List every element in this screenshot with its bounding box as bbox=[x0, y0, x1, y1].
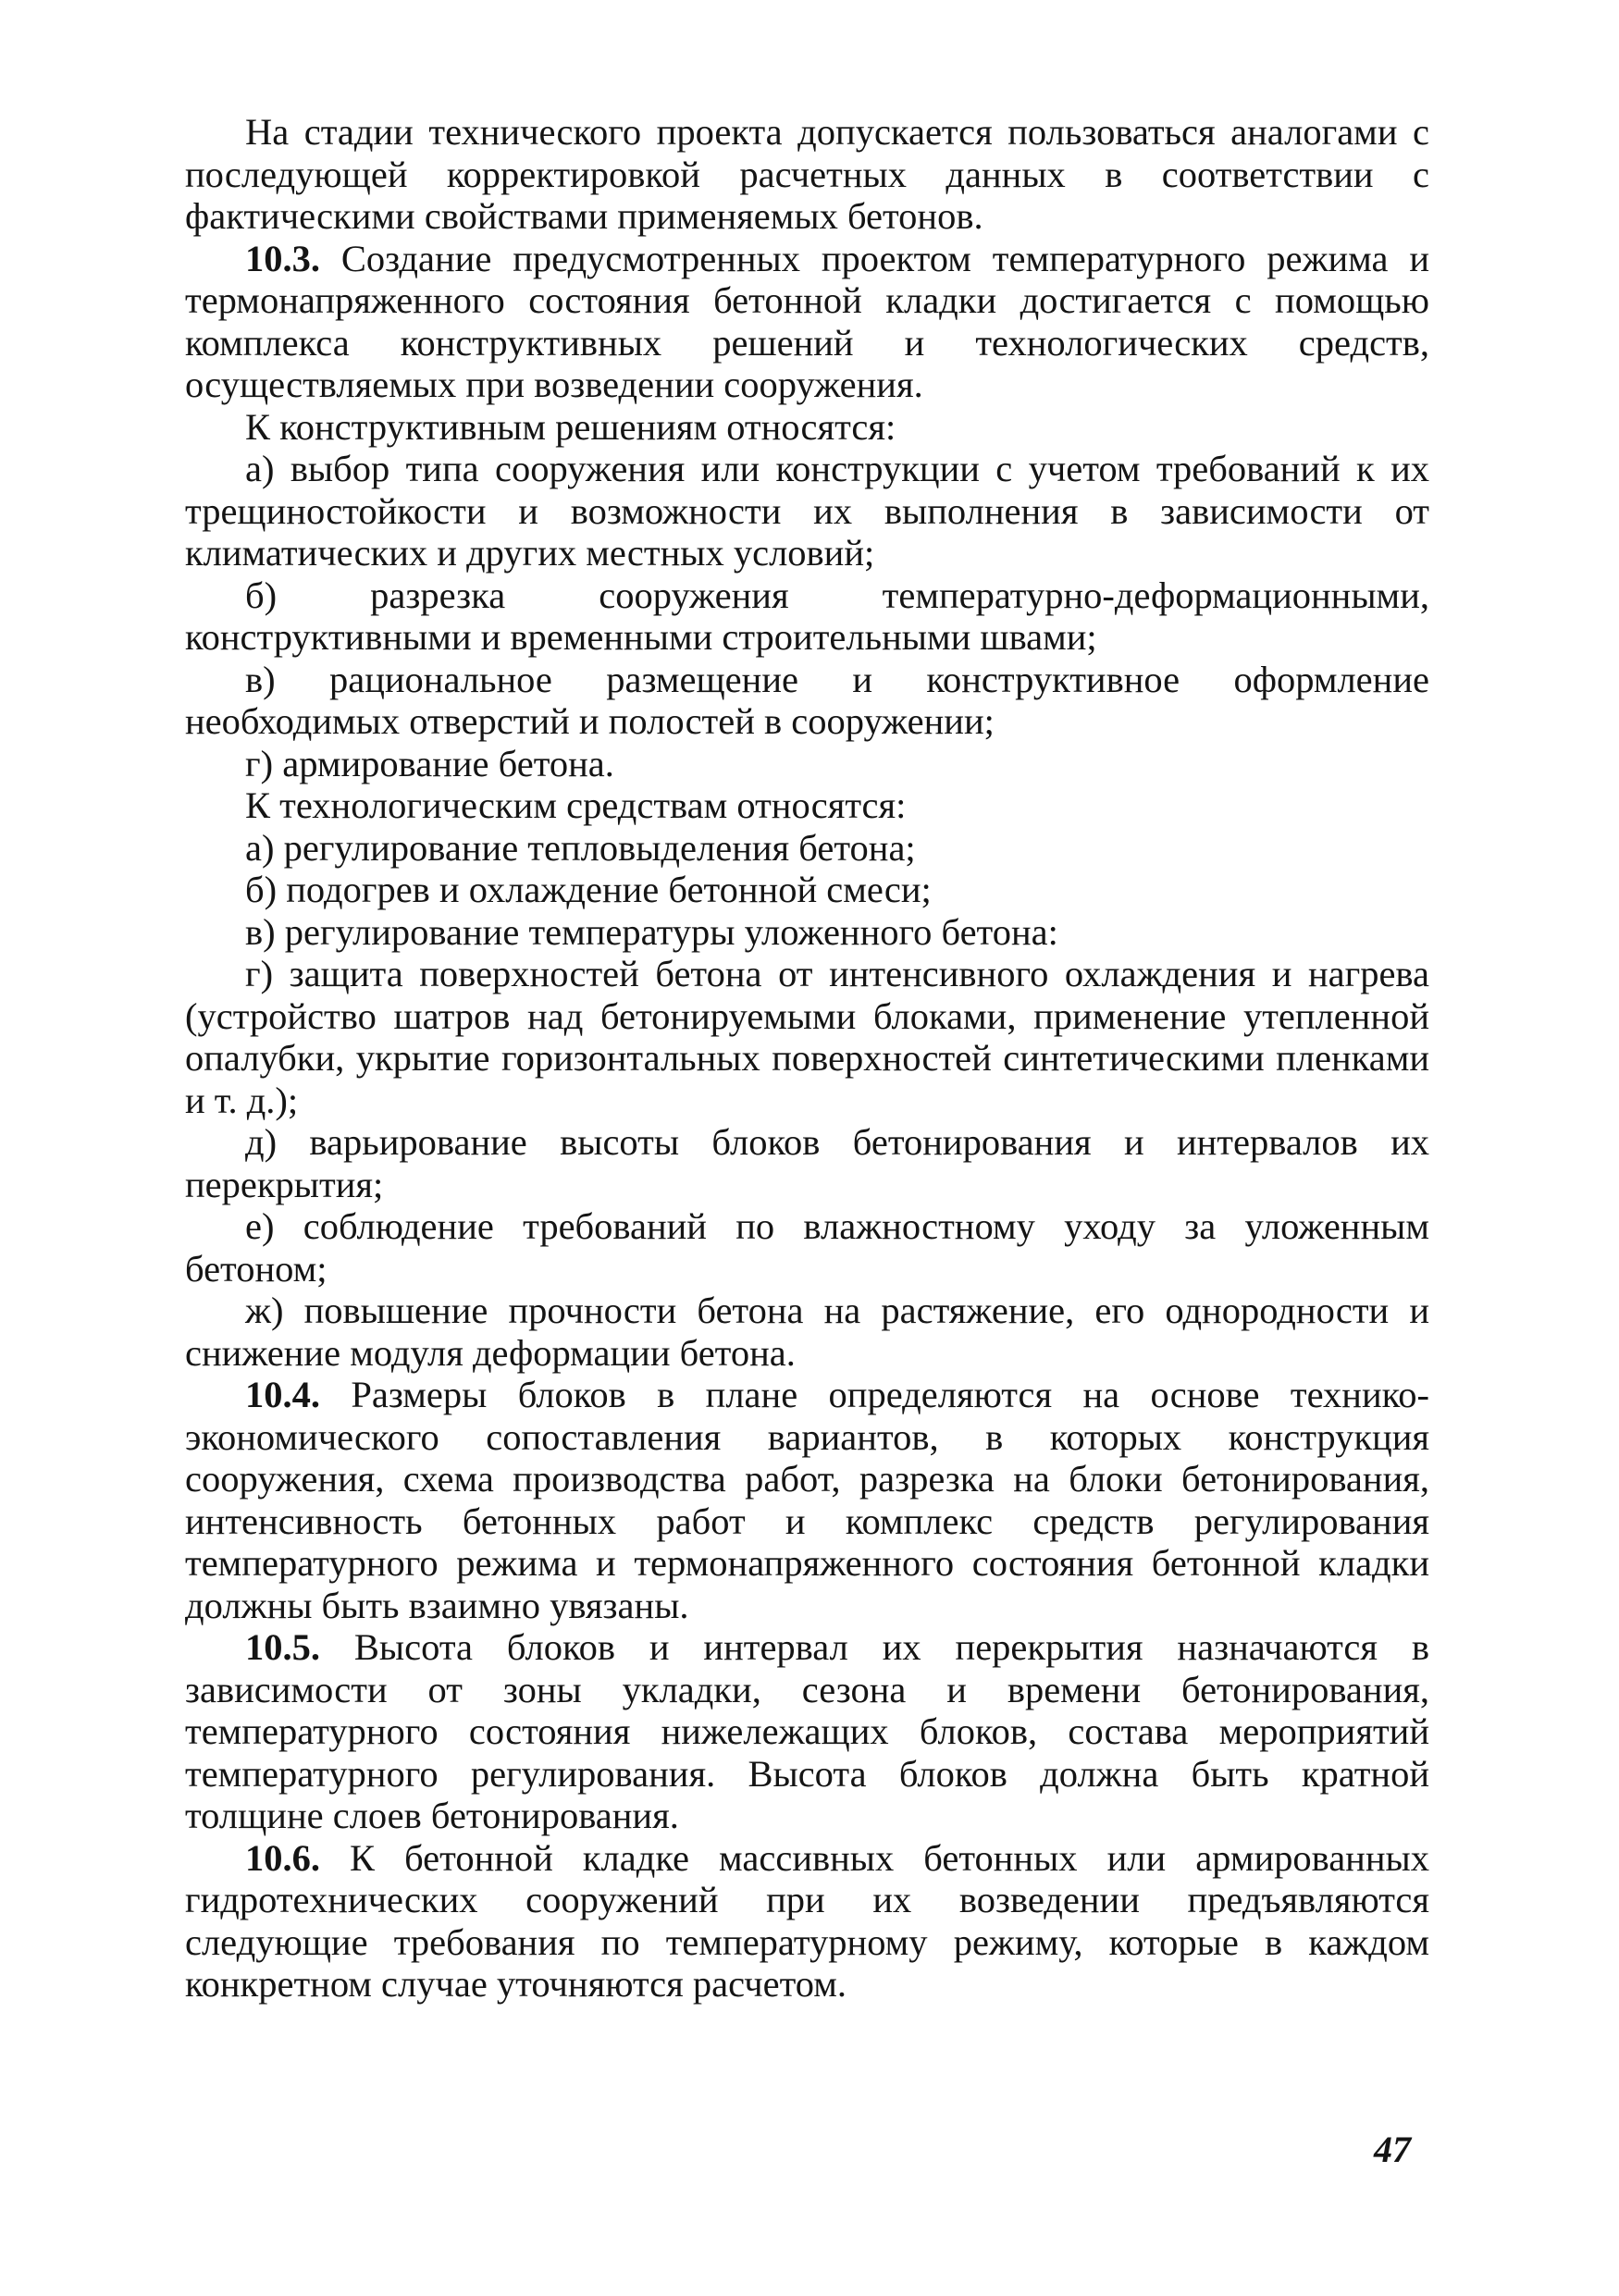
clause-number: 10.3. bbox=[245, 237, 320, 279]
list-item-tech-g: г) защита поверхностей бетона от интенсивного охлаждения и нагрева (устройство шатров над бетонируемыми блоками, применение утепленной опалубки, укрытие горизонтальных поверхностей синтетическими пленками и т. д.); bbox=[185, 953, 1429, 1121]
paragraph-10-5: 10.5. Высота блоков и интервал их перекрытия назначаются в зависимости от зоны укладки, сезона и времени бетонирования, температурного состояния нижележащих блоков, состава мероприятий температурного регулирования. Высота блоков должна быть кратной толщине слоев бетонирования. bbox=[185, 1626, 1429, 1836]
paragraph-structural-heading: К конструктивным решениям относятся: bbox=[245, 405, 896, 448]
paragraph-intro: На стадии технического проекта допускается пользоваться аналогами с последующей корректировкой расчетных данных в соответствии с фактическими свойствами применяемых бетонов. bbox=[185, 111, 1429, 237]
paragraph-10-6: 10.6. К бетонной кладке массивных бетонных или армированных гидротехнических сооружений при их возведении предъявляются следующие требования по температурному режиму, которые в каждом конкретном случае уточняются расчетом. bbox=[185, 1836, 1429, 2005]
list-item-tech-a: а) регулирование тепловыделения бетона; bbox=[245, 826, 916, 869]
document-body bbox=[185, 111, 1429, 2006]
clause-number: 10.6. bbox=[245, 1836, 320, 1879]
page-number: 47 bbox=[1374, 2129, 1411, 2170]
clause-number: 10.4. bbox=[245, 1374, 320, 1415]
paragraph-10-3: 10.3. Создание предусмотренных проектом температурного режима и термонапряженного состояния бетонной кладки достигается с помощью комплекса конструктивных решений и технологических средств, осуществляемых при возведении сооружения. bbox=[185, 237, 1429, 405]
list-item-tech-b: б) подогрев и охлаждение бетонной смеси; bbox=[245, 869, 932, 910]
paragraph-10-4: 10.4. Размеры блоков в плане определяются на основе технико-экономического сопоставления вариантов, в которых конструкция сооружения, схема производства работ, разрезка на блоки бетонирования, интенсивность бетонных работ и комплекс средств регулирования температурного режима и термонапряженного состояния бетонной кладки должны быть взаимно увязаны. bbox=[185, 1374, 1429, 1626]
list-item-structural-v: в) рациональное размещение и конструктивное оформление необходимых отверстий и полостей в сооружении; bbox=[185, 658, 1429, 742]
list-item-tech-zh: ж) повышение прочности бетона на растяжение, его однородности и снижение модуля деформации бетона. bbox=[185, 1290, 1429, 1374]
list-item-tech-d: д) варьирование высоты блоков бетонирования и интервалов их перекрытия; bbox=[185, 1121, 1429, 1205]
list-item-tech-v: в) регулирование температуры уложенного бетона: bbox=[245, 910, 1058, 953]
list-item-tech-e: е) соблюдение требований по влажностному уходу за уложенным бетоном; bbox=[185, 1205, 1429, 1290]
list-item-structural-g: г) армирование бетона. bbox=[245, 742, 614, 784]
list-item-structural-b: б) разрезка сооружения температурно-деформационными, конструктивными и временными строительными швами; bbox=[185, 574, 1429, 658]
list-item-structural-a: а) выбор типа сооружения или конструкции с учетом требований к их трещиностойкости и возможности их выполнения в зависимости от климатических и других местных условий; bbox=[185, 448, 1429, 574]
paragraph-technological-heading: К технологическим средствам относятся: bbox=[245, 784, 907, 826]
clause-number: 10.5. bbox=[245, 1626, 320, 1668]
